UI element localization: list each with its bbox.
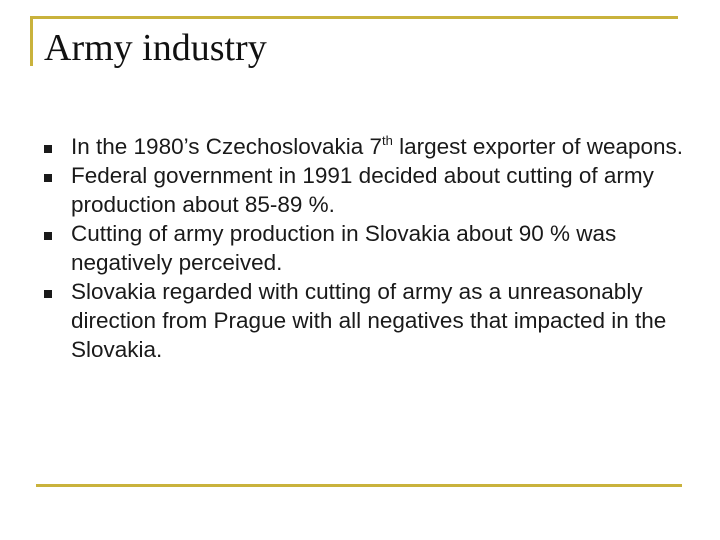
square-bullet-icon xyxy=(44,145,52,153)
square-bullet-icon xyxy=(44,232,52,240)
bullet-text: Cutting of army production in Slovakia about 90 % was negatively perceived. xyxy=(71,221,617,275)
title-left-rule xyxy=(30,16,33,66)
bullet-text-after: largest exporter of weapons. xyxy=(392,134,684,159)
bullet-item xyxy=(44,132,689,161)
square-bullet-icon xyxy=(44,174,52,182)
bullet-item xyxy=(44,277,689,364)
title-top-rule xyxy=(30,16,678,19)
bullet-item xyxy=(44,219,689,277)
bullet-superscript: th xyxy=(382,133,393,148)
bullet-text: Federal government in 1991 decided about cutting of army production about 85-89 %. xyxy=(71,163,654,217)
square-bullet-icon xyxy=(44,290,52,298)
bullet-text-before: In the 1980’s Czechoslovakia 7 xyxy=(71,134,383,159)
bullet-list xyxy=(44,132,689,364)
bullet-text: Slovakia regarded with cutting of army as a unreasonably direction from Prague with all negatives that impacted in the Slovakia. xyxy=(71,279,667,362)
bullet-item xyxy=(44,161,689,219)
slide-title: Army industry xyxy=(44,27,267,69)
footer-rule xyxy=(36,484,682,487)
